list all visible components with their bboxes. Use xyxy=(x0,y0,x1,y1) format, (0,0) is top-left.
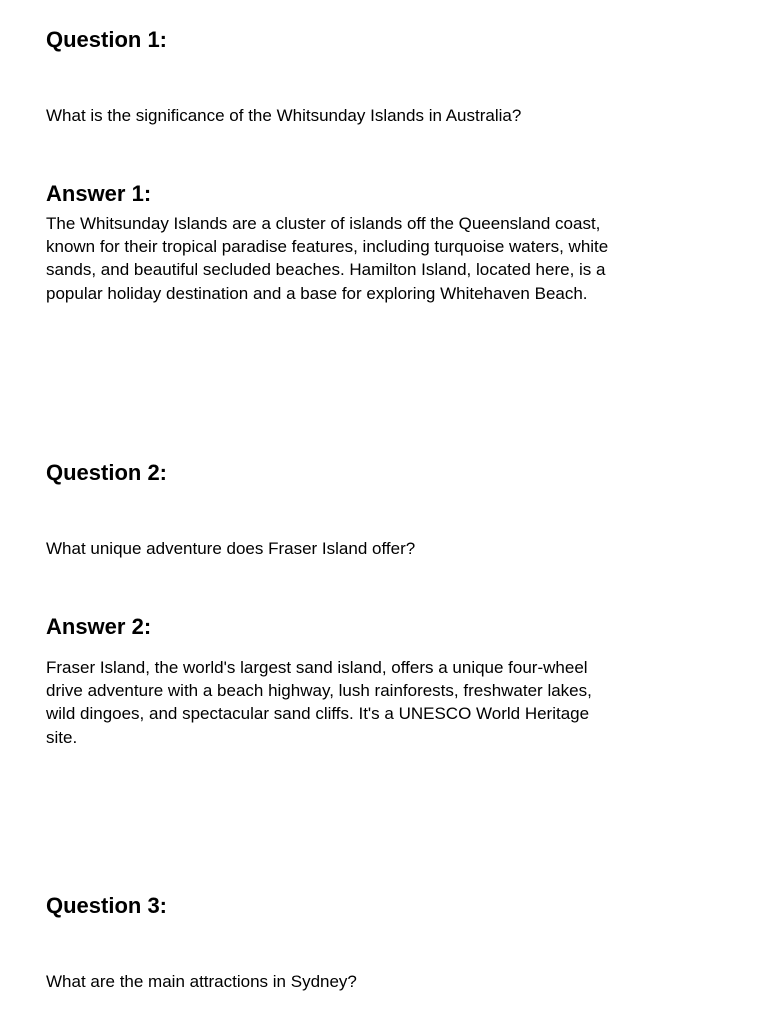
answer-1-text: The Whitsunday Islands are a cluster of islands off the Queensland coast, known for their tropical paradise features, including turquoise waters, white sands, and beautiful secluded beaches. Hamilton Island, located here, is a popular holiday destination and a base for exploring Whitehaven Beach. xyxy=(46,214,609,303)
question-1-text: What is the significance of the Whitsunday Islands in Australia? xyxy=(46,106,522,125)
question-2-heading: Question 2: xyxy=(46,460,168,485)
answer-1-heading: Answer 1: xyxy=(46,181,152,206)
question-2-text: What unique adventure does Fraser Island offer? xyxy=(46,539,416,558)
question-3-heading: Question 3: xyxy=(46,893,168,918)
answer-2-text: Fraser Island, the world's largest sand island, offers a unique four-wheel drive adventure with a beach highway, lush rainforests, freshwater lakes, wild dingoes, and spectacular sand cliffs. It's a UNESCO World Heritage site. xyxy=(46,658,592,747)
answer-2-heading: Answer 2: xyxy=(46,614,152,639)
question-1-heading: Question 1: xyxy=(46,27,168,52)
question-3-text: What are the main attractions in Sydney? xyxy=(46,972,357,991)
